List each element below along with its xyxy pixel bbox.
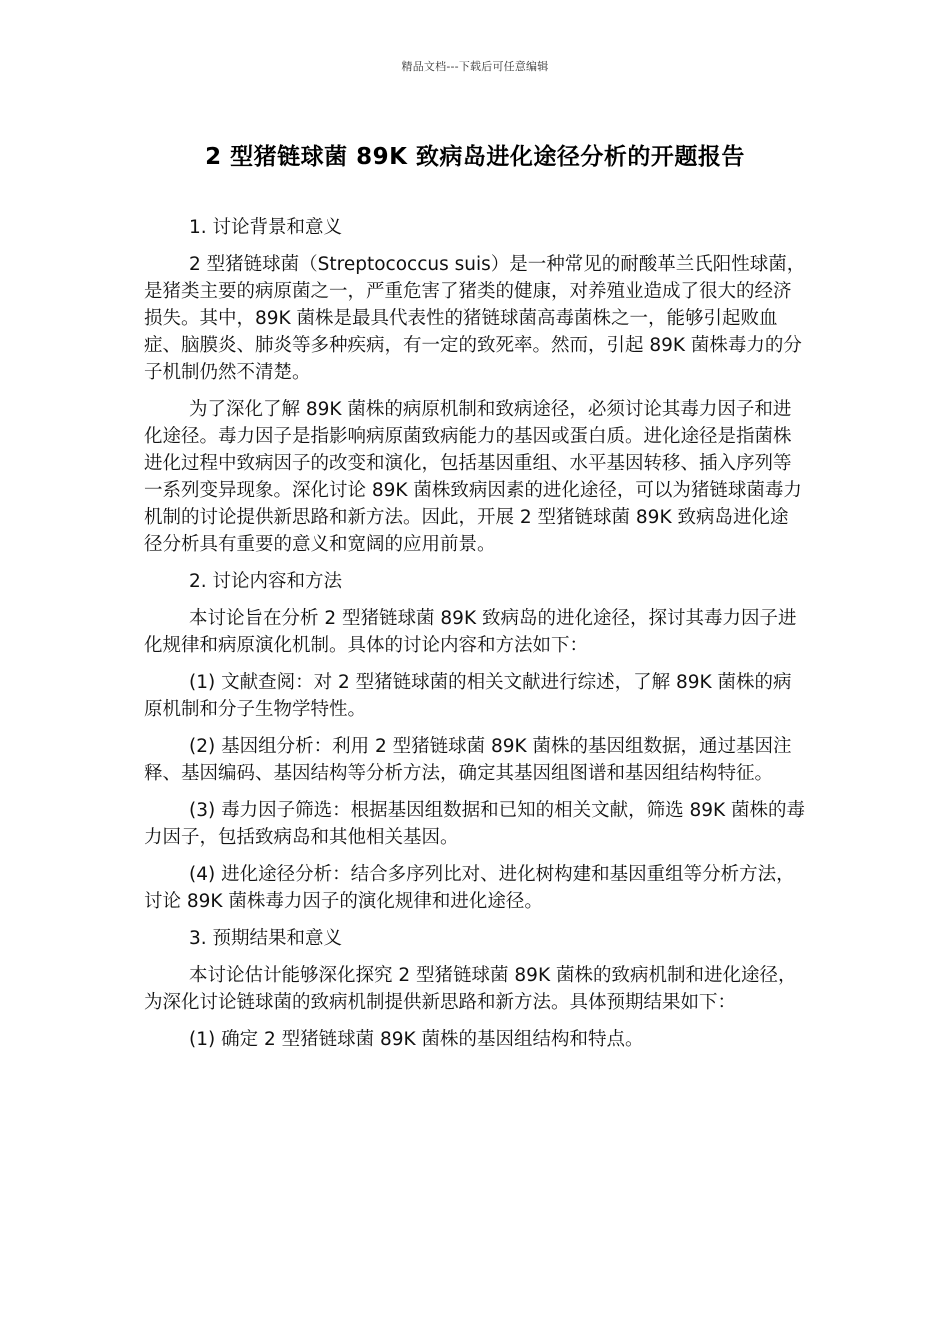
section-heading-methods: 2. 讨论内容和方法 [189,571,343,592]
paragraph: 本讨论旨在分析 2 型猪链球菌 89K 致病岛的进化途径，探讨其毒力因子进化规律和病原演化机制。具体的讨论内容和方法如下： [144,608,797,656]
list-item: (4) 进化途径分析：结合多序列比对、进化树构建和基因重组等分析方法，讨论 89K 菌株毒力因子的演化规律和进化途径。 [144,864,795,912]
section-heading-expected-results: 3. 预期结果和意义 [189,928,343,949]
list-item: (3) 毒力因子筛选：根据基因组数据和已知的相关文献，筛选 89K 菌株的毒力因子，包括致病岛和其他相关基因。 [144,800,806,848]
document-title: 2 型猪链球菌 89K 致病岛进化途径分析的开题报告 [205,144,745,170]
list-item: (1) 文献查阅：对 2 型猪链球菌的相关文献进行综述，了解 89K 菌株的病原机制和分子生物学特性。 [144,672,792,720]
list-item: (2) 基因组分析：利用 2 型猪链球菌 89K 菌株的基因组数据，通过基因注释、基因编码、基因结构等分析方法，确定其基因组图谱和基因组结构特征。 [144,736,792,784]
section-heading-background: 1. 讨论背景和意义 [189,217,343,238]
document-body [144,214,806,1063]
header-note: 精品文档---下载后可任意编辑 [401,60,549,73]
paragraph: 为了深化了解 89K 菌株的病原机制和致病途径，必须讨论其毒力因子和进化途径。毒力因子是指影响病原菌致病能力的基因或蛋白质。进化途径是指菌株进化过程中致病因子的改变和演化，包括基因重组、水平基因转移、插入序列等一系列变异现象。深化讨论 89K 菌株致病因素的进化途径，可以为猪链球菌毒力机制的讨论提供新思路和新方法。因此，开展 2 型猪链球菌 89K 致病岛进化途径分析具有重要的意义和宽阔的应用前景。 [144,399,802,555]
paragraph: 2 型猪链球菌（Streptococcus suis）是一种常见的耐酸革兰氏阳性球菌，是猪类主要的病原菌之一，严重危害了猪类的健康，对养殖业造成了很大的经济损失。其中，89K 菌株是最具代表性的猪链球菌高毒菌株之一，能够引起败血症、脑膜炎、肺炎等多种疾病，有一定的致死率。然而，引起 89K 菌株毒力的分子机制仍然不清楚。 [144,254,806,383]
paragraph: 本讨论估计能够深化探究 2 型猪链球菌 89K 菌株的致病机制和进化途径，为深化讨论链球菌的致病机制提供新思路和新方法。具体预期结果如下： [144,965,797,1013]
list-item: (1) 确定 2 型猪链球菌 89K 菌株的基因组结构和特点。 [189,1029,644,1050]
